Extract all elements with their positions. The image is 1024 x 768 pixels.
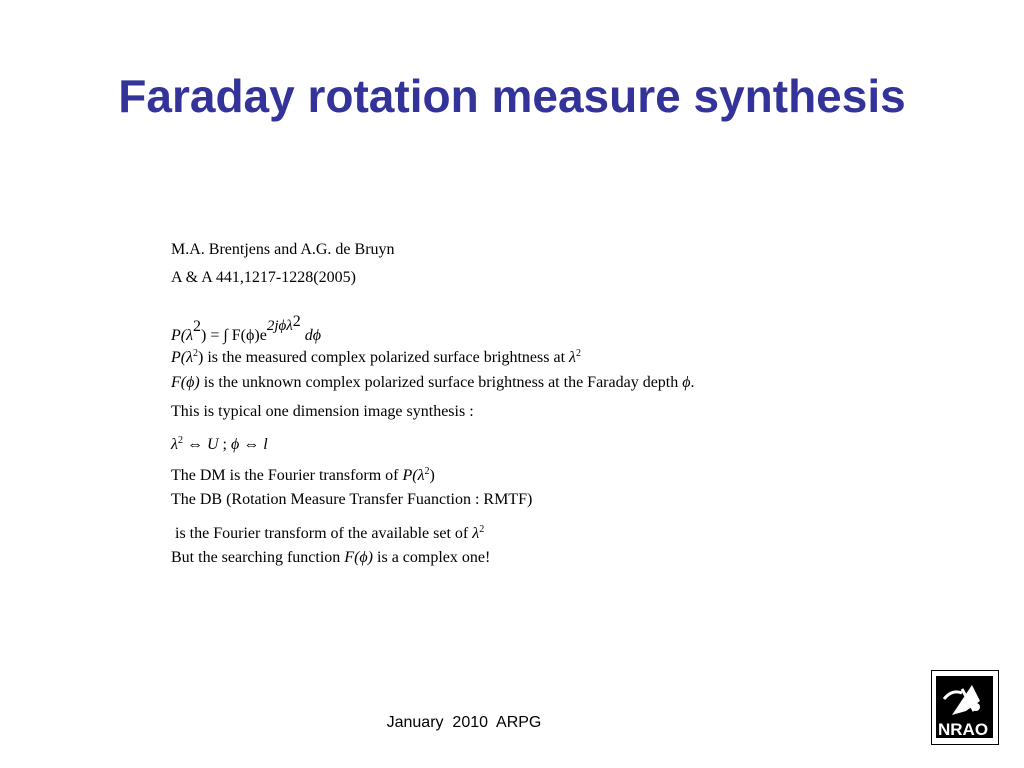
searching-end: is a complex one! [373, 549, 491, 566]
pair-separator: ; [218, 436, 231, 453]
def-p-symbol-close: ) [198, 349, 204, 366]
dm-line [171, 462, 435, 486]
db-line: The DB (Rotation Measure Transfer Fuanction : RMTF) [171, 491, 533, 508]
dm-text: The DM is the Fourier transform of [171, 467, 403, 484]
pair-arrow-2: ⇔ [239, 436, 264, 453]
definition-p-line [171, 344, 581, 368]
pair-lambda-power: 2 [177, 435, 183, 446]
fourier-text: is the Fourier transform of the available set of [175, 525, 473, 542]
pair-phi: ϕ [230, 436, 240, 453]
pair-u: U [206, 436, 219, 453]
def-p-text: is the measured complex polarized surface brightness at [203, 349, 570, 366]
def-p-end-power: 2 [575, 348, 581, 359]
searching-line [171, 548, 490, 568]
main-equation [171, 312, 321, 346]
dm-symbol-close: ) [429, 467, 435, 484]
def-f-text: is the unknown complex polarized surface brightness at the Faraday depth [199, 374, 683, 391]
fourier-symbol: λ [472, 525, 480, 542]
slide-title: Faraday rotation measure synthesis [118, 70, 906, 122]
def-p-end-symbol: λ [569, 349, 576, 366]
dm-symbol: P(λ [402, 467, 425, 484]
nrao-logo [931, 670, 999, 745]
pair-lambda: λ [171, 436, 178, 453]
footer-text: January 2010 ARPG [386, 714, 542, 731]
eq-exponent: 2jϕλ [266, 318, 293, 334]
typical-line: This is typical one dimension image synthesis : [171, 403, 474, 420]
def-p-symbol: P(λ [171, 349, 194, 366]
def-f-end-symbol: ϕ [682, 374, 691, 391]
logo-lettering: NRAO [938, 720, 989, 739]
dm-symbol-power: 2 [424, 466, 430, 477]
pairs-line [171, 431, 268, 455]
searching-symbol: F(ϕ) [344, 549, 374, 566]
nrao-logo-icon [932, 671, 997, 743]
def-f-symbol: F(ϕ) [171, 374, 200, 391]
pair-l: l [263, 436, 268, 453]
def-p-symbol-power: 2 [193, 348, 199, 359]
fourier-line [175, 520, 484, 544]
pair-arrow-1: ⇔ [182, 436, 207, 453]
fourier-symbol-power: 2 [479, 524, 485, 535]
searching-text: But the searching function [171, 549, 345, 566]
def-f-end: . [690, 374, 695, 391]
eq-lhs: P(λ [171, 327, 194, 344]
eq-integral: ) = ∫ F(ϕ)e [201, 327, 267, 344]
authors-line: M.A. Brentjens and A.G. de Bruyn [171, 241, 395, 258]
reference-line: A & A 441,1217-1228(2005) [171, 269, 356, 286]
eq-lhs-exponent: 2 [193, 318, 202, 335]
definition-f-line [171, 373, 695, 393]
eq-exponent-power: 2 [292, 313, 301, 330]
eq-differential: dϕ [304, 327, 322, 344]
